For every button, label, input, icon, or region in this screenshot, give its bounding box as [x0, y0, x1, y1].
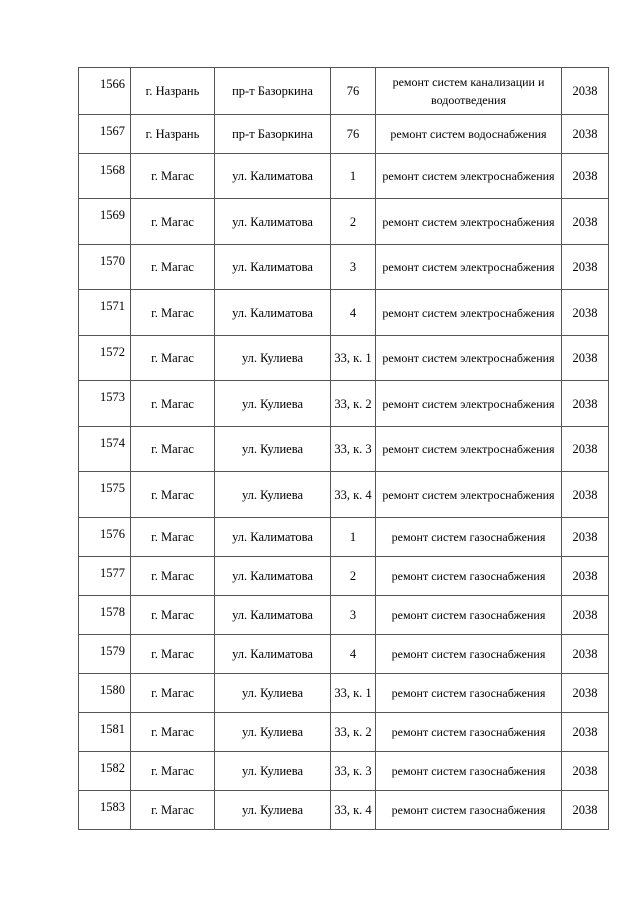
year-cell: 2038 — [562, 674, 609, 713]
house-cell: 33, к. 4 — [331, 791, 376, 830]
work-type-cell: ремонт систем газоснабжения — [376, 752, 562, 791]
year-cell: 2038 — [562, 557, 609, 596]
house-cell: 33, к. 2 — [331, 713, 376, 752]
row-number-cell: 1578 — [79, 596, 131, 635]
work-type-cell: ремонт систем электроснабжения — [376, 381, 562, 427]
row-number-cell: 1574 — [79, 427, 131, 472]
work-type-cell: ремонт систем газоснабжения — [376, 674, 562, 713]
row-number-cell: 1567 — [79, 115, 131, 154]
table-row — [79, 245, 609, 290]
row-number-cell: 1570 — [79, 245, 131, 290]
table-body — [79, 68, 609, 830]
city-cell: г. Магас — [131, 596, 215, 635]
city-cell: г. Магас — [131, 713, 215, 752]
table-row — [79, 336, 609, 381]
house-cell: 1 — [331, 518, 376, 557]
year-cell: 2038 — [562, 791, 609, 830]
row-number-cell: 1569 — [79, 199, 131, 245]
street-cell: ул. Калиматова — [215, 154, 331, 199]
street-cell: ул. Кулиева — [215, 791, 331, 830]
house-cell: 33, к. 1 — [331, 674, 376, 713]
city-cell: г. Магас — [131, 518, 215, 557]
work-type-cell: ремонт систем газоснабжения — [376, 557, 562, 596]
row-number-cell: 1583 — [79, 791, 131, 830]
street-cell: ул. Кулиева — [215, 336, 331, 381]
row-number-cell: 1582 — [79, 752, 131, 791]
city-cell: г. Магас — [131, 472, 215, 518]
city-cell: г. Магас — [131, 290, 215, 336]
house-cell: 33, к. 4 — [331, 472, 376, 518]
house-cell: 33, к. 2 — [331, 381, 376, 427]
row-number-cell: 1568 — [79, 154, 131, 199]
street-cell: ул. Калиматова — [215, 635, 331, 674]
house-cell: 4 — [331, 635, 376, 674]
street-cell: ул. Калиматова — [215, 596, 331, 635]
year-cell: 2038 — [562, 596, 609, 635]
city-cell: г. Магас — [131, 245, 215, 290]
street-cell: ул. Кулиева — [215, 381, 331, 427]
row-number-cell: 1581 — [79, 713, 131, 752]
house-cell: 76 — [331, 115, 376, 154]
house-cell: 33, к. 1 — [331, 336, 376, 381]
table-row — [79, 674, 609, 713]
work-type-cell: ремонт систем электроснабжения — [376, 199, 562, 245]
year-cell: 2038 — [562, 199, 609, 245]
house-cell: 1 — [331, 154, 376, 199]
street-cell: ул. Калиматова — [215, 518, 331, 557]
works-table — [78, 67, 609, 830]
table-row — [79, 635, 609, 674]
row-number-cell: 1566 — [79, 68, 131, 115]
table-row — [79, 199, 609, 245]
house-cell: 33, к. 3 — [331, 427, 376, 472]
city-cell: г. Магас — [131, 635, 215, 674]
table-row — [79, 713, 609, 752]
street-cell: ул. Кулиева — [215, 752, 331, 791]
table-row — [79, 472, 609, 518]
work-type-cell: ремонт систем газоснабжения — [376, 713, 562, 752]
street-cell: ул. Калиматова — [215, 557, 331, 596]
year-cell: 2038 — [562, 336, 609, 381]
house-cell: 4 — [331, 290, 376, 336]
row-number-cell: 1575 — [79, 472, 131, 518]
city-cell: г. Магас — [131, 674, 215, 713]
row-number-cell: 1576 — [79, 518, 131, 557]
row-number-cell: 1571 — [79, 290, 131, 336]
table-row — [79, 115, 609, 154]
city-cell: г. Магас — [131, 791, 215, 830]
work-type-cell: ремонт систем электроснабжения — [376, 290, 562, 336]
table-row — [79, 752, 609, 791]
table-row — [79, 557, 609, 596]
work-type-cell: ремонт систем электроснабжения — [376, 154, 562, 199]
work-type-cell: ремонт систем электроснабжения — [376, 427, 562, 472]
street-cell: ул. Калиматова — [215, 245, 331, 290]
work-type-cell: ремонт систем электроснабжения — [376, 472, 562, 518]
house-cell: 76 — [331, 68, 376, 115]
table-row — [79, 518, 609, 557]
house-cell: 2 — [331, 557, 376, 596]
city-cell: г. Назрань — [131, 68, 215, 115]
city-cell: г. Магас — [131, 381, 215, 427]
year-cell: 2038 — [562, 427, 609, 472]
row-number-cell: 1573 — [79, 381, 131, 427]
year-cell: 2038 — [562, 68, 609, 115]
table-row — [79, 68, 609, 115]
year-cell: 2038 — [562, 518, 609, 557]
work-type-cell: ремонт систем газоснабжения — [376, 791, 562, 830]
work-type-cell: ремонт систем газоснабжения — [376, 635, 562, 674]
street-cell: ул. Калиматова — [215, 290, 331, 336]
city-cell: г. Назрань — [131, 115, 215, 154]
work-type-cell: ремонт систем электроснабжения — [376, 245, 562, 290]
year-cell: 2038 — [562, 290, 609, 336]
table-row — [79, 596, 609, 635]
house-cell: 2 — [331, 199, 376, 245]
year-cell: 2038 — [562, 154, 609, 199]
house-cell: 33, к. 3 — [331, 752, 376, 791]
city-cell: г. Магас — [131, 752, 215, 791]
work-type-cell: ремонт систем газоснабжения — [376, 596, 562, 635]
street-cell: пр-т Базоркина — [215, 115, 331, 154]
work-type-cell: ремонт систем канализации и водоотведения — [376, 68, 562, 115]
year-cell: 2038 — [562, 381, 609, 427]
street-cell: ул. Кулиева — [215, 674, 331, 713]
row-number-cell: 1579 — [79, 635, 131, 674]
street-cell: пр-т Базоркина — [215, 68, 331, 115]
city-cell: г. Магас — [131, 199, 215, 245]
table-row — [79, 154, 609, 199]
street-cell: ул. Кулиева — [215, 427, 331, 472]
city-cell: г. Магас — [131, 154, 215, 199]
house-cell: 3 — [331, 245, 376, 290]
year-cell: 2038 — [562, 115, 609, 154]
table-row — [79, 290, 609, 336]
table-row — [79, 381, 609, 427]
year-cell: 2038 — [562, 635, 609, 674]
table-row — [79, 791, 609, 830]
work-type-cell: ремонт систем электроснабжения — [376, 336, 562, 381]
city-cell: г. Магас — [131, 336, 215, 381]
year-cell: 2038 — [562, 713, 609, 752]
work-type-cell: ремонт систем газоснабжения — [376, 518, 562, 557]
work-type-cell: ремонт систем водоснабжения — [376, 115, 562, 154]
city-cell: г. Магас — [131, 427, 215, 472]
city-cell: г. Магас — [131, 557, 215, 596]
house-cell: 3 — [331, 596, 376, 635]
year-cell: 2038 — [562, 472, 609, 518]
row-number-cell: 1580 — [79, 674, 131, 713]
row-number-cell: 1572 — [79, 336, 131, 381]
street-cell: ул. Калиматова — [215, 199, 331, 245]
street-cell: ул. Кулиева — [215, 713, 331, 752]
street-cell: ул. Кулиева — [215, 472, 331, 518]
year-cell: 2038 — [562, 245, 609, 290]
row-number-cell: 1577 — [79, 557, 131, 596]
year-cell: 2038 — [562, 752, 609, 791]
table-row — [79, 427, 609, 472]
